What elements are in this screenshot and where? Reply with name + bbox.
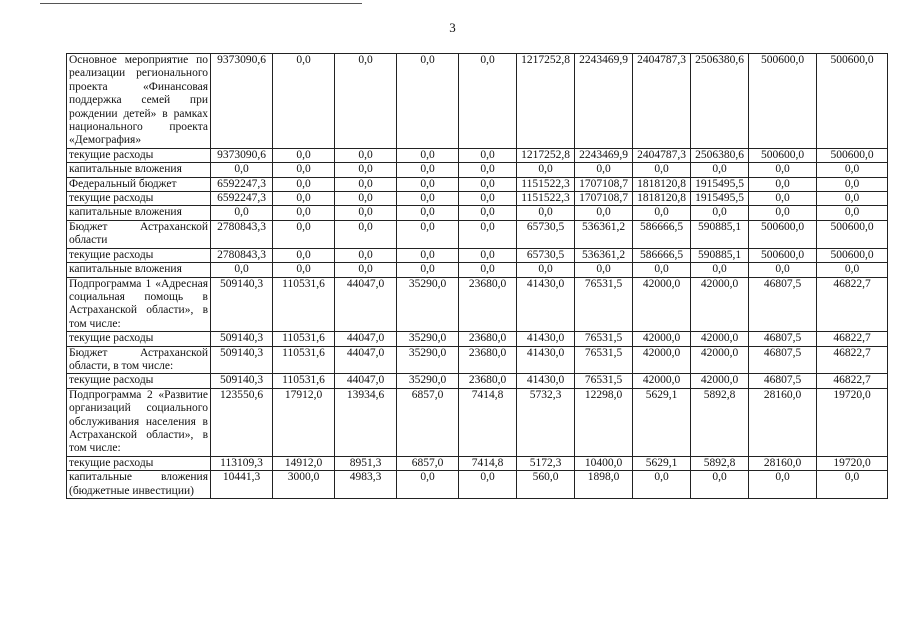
value-cell: 1818120,8 xyxy=(633,177,691,191)
value-cell: 35290,0 xyxy=(397,332,459,346)
page-number: 3 xyxy=(449,20,456,35)
value-cell: 0,0 xyxy=(691,263,749,277)
value-cell: 500600,0 xyxy=(817,148,888,162)
value-cell: 0,0 xyxy=(817,163,888,177)
value-cell: 0,0 xyxy=(397,148,459,162)
value-cell: 0,0 xyxy=(397,206,459,220)
value-cell: 0,0 xyxy=(397,471,459,499)
budget-table xyxy=(66,53,888,499)
value-cell: 35290,0 xyxy=(397,374,459,388)
value-cell: 123550,6 xyxy=(211,388,273,456)
value-cell: 0,0 xyxy=(517,163,575,177)
row-label: текущие расходы xyxy=(67,192,211,206)
value-cell: 44047,0 xyxy=(335,277,397,332)
value-cell: 0,0 xyxy=(273,248,335,262)
value-cell: 509140,3 xyxy=(211,332,273,346)
value-cell: 35290,0 xyxy=(397,277,459,332)
row-label: капитальные вложения (бюджетные инвестиции) xyxy=(67,471,211,499)
value-cell: 0,0 xyxy=(273,177,335,191)
value-cell: 2506380,6 xyxy=(691,148,749,162)
value-cell: 0,0 xyxy=(749,192,817,206)
value-cell: 0,0 xyxy=(397,248,459,262)
row-label: текущие расходы xyxy=(67,332,211,346)
value-cell: 0,0 xyxy=(273,148,335,162)
value-cell: 500600,0 xyxy=(817,220,888,248)
value-cell: 1217252,8 xyxy=(517,54,575,149)
value-cell: 0,0 xyxy=(633,163,691,177)
value-cell: 6857,0 xyxy=(397,456,459,470)
value-cell: 2404787,3 xyxy=(633,148,691,162)
table-row xyxy=(67,220,888,248)
value-cell: 500600,0 xyxy=(749,220,817,248)
value-cell: 0,0 xyxy=(335,148,397,162)
value-cell: 0,0 xyxy=(273,192,335,206)
row-label: капитальные вложения xyxy=(67,206,211,220)
value-cell: 0,0 xyxy=(335,263,397,277)
value-cell: 14912,0 xyxy=(273,456,335,470)
value-cell: 0,0 xyxy=(273,206,335,220)
table-row xyxy=(67,192,888,206)
value-cell: 8951,3 xyxy=(335,456,397,470)
header-rule xyxy=(40,3,362,4)
value-cell: 2404787,3 xyxy=(633,54,691,149)
value-cell: 42000,0 xyxy=(633,332,691,346)
value-cell: 10441,3 xyxy=(211,471,273,499)
value-cell: 0,0 xyxy=(459,163,517,177)
value-cell: 0,0 xyxy=(691,471,749,499)
value-cell: 9373090,6 xyxy=(211,54,273,149)
value-cell: 1818120,8 xyxy=(633,192,691,206)
value-cell: 41430,0 xyxy=(517,277,575,332)
row-label: капитальные вложения xyxy=(67,263,211,277)
value-cell: 7414,8 xyxy=(459,388,517,456)
row-label: Подпрограмма 1 «Адресная социальная помощь в Астраханской области», в том числе: xyxy=(67,277,211,332)
value-cell: 0,0 xyxy=(335,54,397,149)
value-cell: 500600,0 xyxy=(817,54,888,149)
value-cell: 110531,6 xyxy=(273,374,335,388)
value-cell: 42000,0 xyxy=(633,346,691,374)
value-cell: 65730,5 xyxy=(517,248,575,262)
value-cell: 586666,5 xyxy=(633,248,691,262)
value-cell: 0,0 xyxy=(517,206,575,220)
value-cell: 0,0 xyxy=(817,177,888,191)
value-cell: 76531,5 xyxy=(575,277,633,332)
value-cell: 0,0 xyxy=(633,206,691,220)
value-cell: 560,0 xyxy=(517,471,575,499)
table-row xyxy=(67,456,888,470)
value-cell: 9373090,6 xyxy=(211,148,273,162)
value-cell: 5892,8 xyxy=(691,388,749,456)
value-cell: 0,0 xyxy=(397,192,459,206)
value-cell: 6592247,3 xyxy=(211,177,273,191)
value-cell: 0,0 xyxy=(749,177,817,191)
value-cell: 1915495,5 xyxy=(691,177,749,191)
value-cell: 41430,0 xyxy=(517,346,575,374)
value-cell: 0,0 xyxy=(273,163,335,177)
row-label: текущие расходы xyxy=(67,248,211,262)
value-cell: 0,0 xyxy=(335,192,397,206)
value-cell: 12298,0 xyxy=(575,388,633,456)
value-cell: 0,0 xyxy=(817,206,888,220)
value-cell: 42000,0 xyxy=(691,332,749,346)
value-cell: 46807,5 xyxy=(749,374,817,388)
value-cell: 0,0 xyxy=(749,471,817,499)
value-cell: 41430,0 xyxy=(517,374,575,388)
value-cell: 110531,6 xyxy=(273,332,335,346)
value-cell: 42000,0 xyxy=(691,374,749,388)
table-row xyxy=(67,163,888,177)
value-cell: 590885,1 xyxy=(691,220,749,248)
value-cell: 0,0 xyxy=(575,206,633,220)
value-cell: 586666,5 xyxy=(633,220,691,248)
value-cell: 0,0 xyxy=(459,263,517,277)
value-cell: 1898,0 xyxy=(575,471,633,499)
table-row xyxy=(67,248,888,262)
value-cell: 0,0 xyxy=(335,248,397,262)
value-cell: 110531,6 xyxy=(273,277,335,332)
value-cell: 5629,1 xyxy=(633,388,691,456)
value-cell: 0,0 xyxy=(633,471,691,499)
value-cell: 500600,0 xyxy=(749,248,817,262)
value-cell: 65730,5 xyxy=(517,220,575,248)
value-cell: 42000,0 xyxy=(633,374,691,388)
value-cell: 110531,6 xyxy=(273,346,335,374)
value-cell: 0,0 xyxy=(397,177,459,191)
value-cell: 500600,0 xyxy=(749,54,817,149)
value-cell: 0,0 xyxy=(273,263,335,277)
value-cell: 19720,0 xyxy=(817,388,888,456)
value-cell: 590885,1 xyxy=(691,248,749,262)
value-cell: 0,0 xyxy=(273,220,335,248)
value-cell: 13934,6 xyxy=(335,388,397,456)
value-cell: 536361,2 xyxy=(575,220,633,248)
value-cell: 509140,3 xyxy=(211,374,273,388)
value-cell: 0,0 xyxy=(397,220,459,248)
value-cell: 46807,5 xyxy=(749,346,817,374)
value-cell: 0,0 xyxy=(273,54,335,149)
table-row xyxy=(67,277,888,332)
value-cell: 0,0 xyxy=(817,471,888,499)
value-cell: 4983,3 xyxy=(335,471,397,499)
value-cell: 28160,0 xyxy=(749,456,817,470)
value-cell: 0,0 xyxy=(459,192,517,206)
value-cell: 42000,0 xyxy=(691,346,749,374)
value-cell: 5732,3 xyxy=(517,388,575,456)
value-cell: 1151522,3 xyxy=(517,192,575,206)
table-row xyxy=(67,346,888,374)
value-cell: 0,0 xyxy=(397,54,459,149)
row-label: текущие расходы xyxy=(67,148,211,162)
value-cell: 0,0 xyxy=(817,263,888,277)
value-cell: 0,0 xyxy=(335,206,397,220)
value-cell: 6592247,3 xyxy=(211,192,273,206)
value-cell: 0,0 xyxy=(517,263,575,277)
value-cell: 19720,0 xyxy=(817,456,888,470)
value-cell: 35290,0 xyxy=(397,346,459,374)
value-cell: 2780843,3 xyxy=(211,248,273,262)
value-cell: 10400,0 xyxy=(575,456,633,470)
value-cell: 41430,0 xyxy=(517,332,575,346)
value-cell: 44047,0 xyxy=(335,374,397,388)
value-cell: 0,0 xyxy=(335,177,397,191)
value-cell: 0,0 xyxy=(691,206,749,220)
value-cell: 76531,5 xyxy=(575,332,633,346)
value-cell: 0,0 xyxy=(817,192,888,206)
table-row xyxy=(67,148,888,162)
value-cell: 0,0 xyxy=(335,220,397,248)
value-cell: 0,0 xyxy=(459,148,517,162)
value-cell: 0,0 xyxy=(397,263,459,277)
value-cell: 23680,0 xyxy=(459,374,517,388)
value-cell: 1707108,7 xyxy=(575,192,633,206)
table-row xyxy=(67,471,888,499)
value-cell: 44047,0 xyxy=(335,332,397,346)
table-row xyxy=(67,54,888,149)
value-cell: 0,0 xyxy=(459,248,517,262)
value-cell: 500600,0 xyxy=(817,248,888,262)
value-cell: 509140,3 xyxy=(211,277,273,332)
value-cell: 76531,5 xyxy=(575,374,633,388)
value-cell: 46822,7 xyxy=(817,277,888,332)
row-label: Подпрограмма 2 «Развитие организаций социального обслуживания населения в Астраханской области», в том числе: xyxy=(67,388,211,456)
value-cell: 0,0 xyxy=(459,177,517,191)
value-cell: 46822,7 xyxy=(817,332,888,346)
value-cell: 0,0 xyxy=(459,471,517,499)
value-cell: 536361,2 xyxy=(575,248,633,262)
value-cell: 1915495,5 xyxy=(691,192,749,206)
value-cell: 42000,0 xyxy=(633,277,691,332)
value-cell: 5629,1 xyxy=(633,456,691,470)
table-row xyxy=(67,332,888,346)
value-cell: 1151522,3 xyxy=(517,177,575,191)
value-cell: 3000,0 xyxy=(273,471,335,499)
value-cell: 0,0 xyxy=(459,54,517,149)
value-cell: 0,0 xyxy=(575,163,633,177)
value-cell: 46807,5 xyxy=(749,332,817,346)
value-cell: 0,0 xyxy=(749,263,817,277)
value-cell: 2506380,6 xyxy=(691,54,749,149)
row-label: текущие расходы xyxy=(67,456,211,470)
value-cell: 0,0 xyxy=(749,163,817,177)
value-cell: 46822,7 xyxy=(817,346,888,374)
value-cell: 500600,0 xyxy=(749,148,817,162)
value-cell: 76531,5 xyxy=(575,346,633,374)
table-row xyxy=(67,206,888,220)
value-cell: 0,0 xyxy=(459,206,517,220)
value-cell: 113109,3 xyxy=(211,456,273,470)
table-row xyxy=(67,263,888,277)
value-cell: 1217252,8 xyxy=(517,148,575,162)
value-cell: 28160,0 xyxy=(749,388,817,456)
value-cell: 0,0 xyxy=(633,263,691,277)
table-row xyxy=(67,177,888,191)
row-label: текущие расходы xyxy=(67,374,211,388)
value-cell: 0,0 xyxy=(691,163,749,177)
value-cell: 6857,0 xyxy=(397,388,459,456)
value-cell: 17912,0 xyxy=(273,388,335,456)
row-label: Федеральный бюджет xyxy=(67,177,211,191)
value-cell: 23680,0 xyxy=(459,332,517,346)
value-cell: 0,0 xyxy=(211,163,273,177)
value-cell: 46807,5 xyxy=(749,277,817,332)
table-row xyxy=(67,374,888,388)
value-cell: 0,0 xyxy=(335,163,397,177)
row-label: Бюджет Астраханской области, в том числе: xyxy=(67,346,211,374)
value-cell: 42000,0 xyxy=(691,277,749,332)
value-cell: 23680,0 xyxy=(459,277,517,332)
value-cell: 0,0 xyxy=(397,163,459,177)
value-cell: 44047,0 xyxy=(335,346,397,374)
table-row xyxy=(67,388,888,456)
value-cell: 0,0 xyxy=(749,206,817,220)
value-cell: 0,0 xyxy=(459,220,517,248)
row-label: Основное мероприятие по реализации регионального проекта «Финансовая поддержка семей при рождении детей» в рамках национального проекта «Демография» xyxy=(67,54,211,149)
row-label: капитальные вложения xyxy=(67,163,211,177)
value-cell: 1707108,7 xyxy=(575,177,633,191)
value-cell: 7414,8 xyxy=(459,456,517,470)
value-cell: 509140,3 xyxy=(211,346,273,374)
value-cell: 5892,8 xyxy=(691,456,749,470)
value-cell: 2243469,9 xyxy=(575,54,633,149)
row-label: Бюджет Астраханской области xyxy=(67,220,211,248)
value-cell: 46822,7 xyxy=(817,374,888,388)
value-cell: 2780843,3 xyxy=(211,220,273,248)
value-cell: 0,0 xyxy=(211,206,273,220)
value-cell: 2243469,9 xyxy=(575,148,633,162)
value-cell: 0,0 xyxy=(575,263,633,277)
value-cell: 23680,0 xyxy=(459,346,517,374)
value-cell: 5172,3 xyxy=(517,456,575,470)
value-cell: 0,0 xyxy=(211,263,273,277)
